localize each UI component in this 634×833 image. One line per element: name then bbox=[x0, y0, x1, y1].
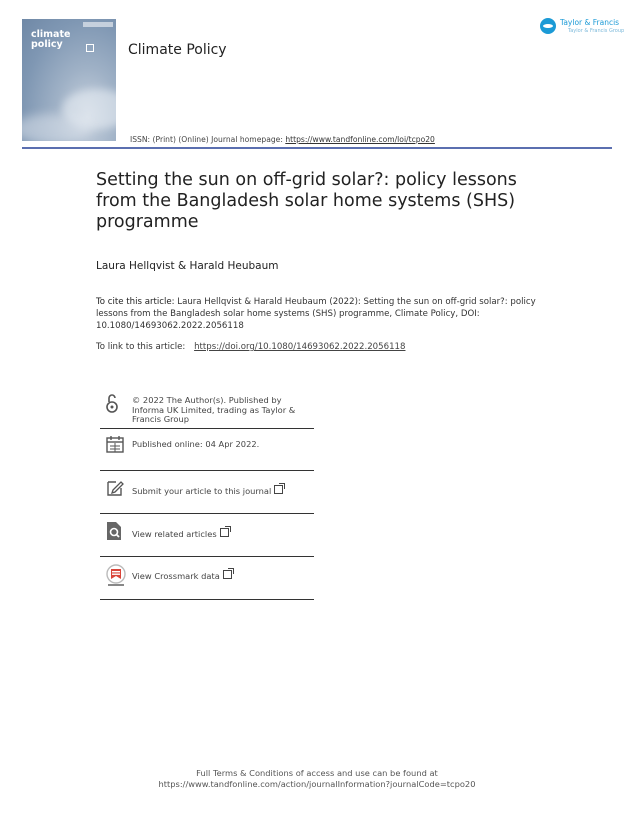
divider bbox=[100, 428, 314, 429]
article-authors: Laura Hellqvist & Harald Heubaum bbox=[96, 260, 279, 272]
citation bbox=[96, 296, 536, 332]
journal-homepage-link[interactable]: https://www.tandfonline.com/loi/tcpo20 bbox=[285, 135, 435, 144]
cover-title bbox=[31, 30, 70, 49]
article-link-line bbox=[96, 342, 406, 352]
article-link-label: To link to this article: bbox=[96, 342, 189, 352]
publisher-logo-subtext: Taylor & Francis Group bbox=[568, 28, 625, 34]
publisher-logo-icon bbox=[540, 18, 556, 34]
citation-text[interactable]: Laura Hellqvist & Harald Heubaum (2022): Setting the sun on off-grid solar?: policy lessons from the Bangladesh solar home systems (SHS) programme, Climate Policy, DOI: 10.1080/14693062.2022.2056118 bbox=[96, 297, 536, 331]
issn-line bbox=[130, 135, 435, 144]
external-link-icon bbox=[220, 528, 229, 537]
journal-name: Climate Policy bbox=[128, 42, 227, 58]
divider bbox=[100, 556, 314, 557]
divider bbox=[100, 599, 314, 600]
article-title: Setting the sun on off-grid solar?: policy lessons from the Bangladesh solar home systems (SHS) programme bbox=[96, 170, 517, 232]
header-rule bbox=[22, 147, 612, 149]
publisher-logo-text: Taylor & Francis bbox=[560, 18, 620, 27]
submit-article-text bbox=[132, 485, 283, 497]
external-link-icon bbox=[274, 485, 283, 494]
citation-label: To cite this article: bbox=[96, 297, 175, 307]
related-articles-label: View related articles bbox=[132, 529, 217, 539]
journal-cover bbox=[22, 19, 116, 141]
related-articles-text bbox=[132, 528, 229, 540]
calendar-icon bbox=[105, 434, 125, 454]
article-info-panel bbox=[100, 388, 314, 600]
publisher-logo bbox=[540, 17, 625, 39]
issn-text: ISSN: (Print) (Online) Journal homepage: bbox=[130, 135, 286, 144]
divider bbox=[100, 470, 314, 471]
crossmark-icon bbox=[105, 564, 127, 588]
submit-article-label: Submit your article to this journal bbox=[132, 486, 272, 496]
article-doi-link[interactable]: https://doi.org/10.1080/14693062.2022.2056118 bbox=[194, 342, 406, 352]
cover-title-line1: climate bbox=[31, 29, 71, 40]
published-date-text: Published online: 04 Apr 2022. bbox=[132, 439, 260, 449]
crossmark-label: View Crossmark data bbox=[132, 571, 220, 581]
document-search-icon bbox=[105, 520, 125, 542]
crossmark-text bbox=[132, 570, 232, 582]
open-access-icon bbox=[105, 392, 119, 414]
footer bbox=[0, 768, 634, 790]
divider bbox=[100, 513, 314, 514]
footer-terms-link[interactable]: https://www.tandfonline.com/action/journalInformation?journalCode=tcpo20 bbox=[158, 779, 476, 789]
license-text: © 2022 The Author(s). Published by Informa UK Limited, trading as Taylor & Francis Group bbox=[132, 395, 296, 424]
edit-icon bbox=[105, 478, 125, 498]
footer-terms-text: Full Terms & Conditions of access and use can be found at bbox=[196, 768, 438, 778]
external-link-icon bbox=[223, 570, 232, 579]
cover-title-line2: policy bbox=[31, 38, 63, 50]
